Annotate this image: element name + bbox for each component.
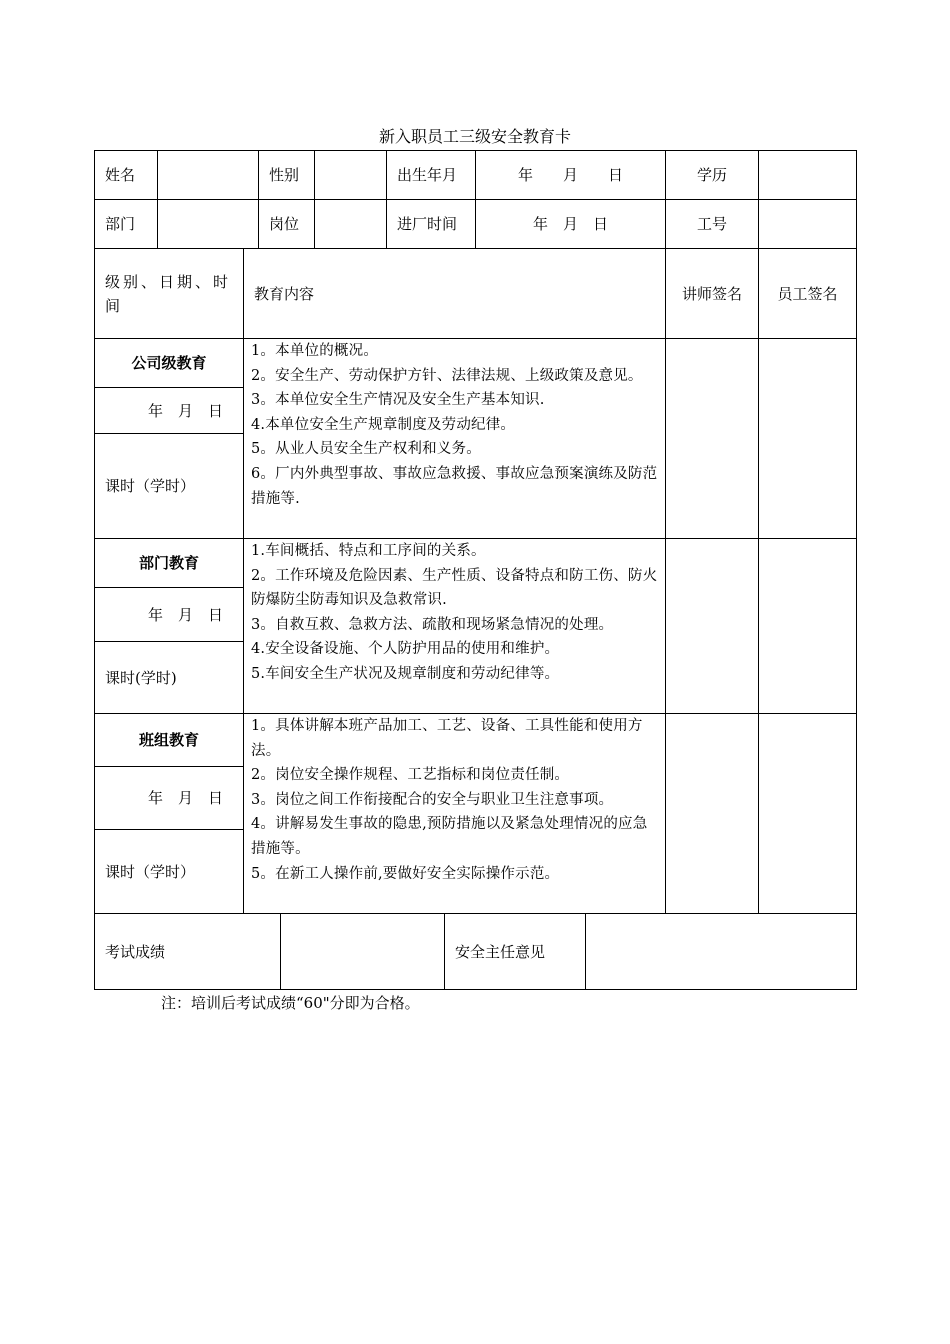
safety-director-opinion-value[interactable]: [585, 913, 857, 990]
section-team-date[interactable]: 年 月 日: [94, 766, 244, 830]
birth-label: 出生年月: [386, 150, 476, 200]
content-item: 1。具体讲解本班产品加工、工艺、设备、工具性能和使用方法。: [251, 718, 643, 759]
content-item: 4.本单位安全生产规章制度及劳动纪律。: [251, 416, 516, 433]
content-header: 教育内容: [243, 248, 666, 339]
section-team-employee-signature[interactable]: [758, 713, 857, 914]
content-item: 5。从业人员安全生产权利和义务。: [251, 441, 481, 458]
section-dept-name: 部门教育: [94, 538, 244, 588]
section-dept-teacher-signature[interactable]: [665, 538, 759, 714]
section-company-name: 公司级教育: [94, 338, 244, 388]
id-value[interactable]: [758, 199, 857, 249]
entry-label: 进厂时间: [386, 199, 476, 249]
name-label: 姓名: [94, 150, 158, 200]
document-title: 新入职员工三级安全教育卡: [378, 127, 571, 146]
section-company-content: [243, 338, 666, 539]
post-value[interactable]: [314, 199, 387, 249]
birth-value[interactable]: 年 月 日: [475, 150, 666, 200]
section-company-hours[interactable]: 课时（学时）: [94, 433, 244, 539]
post-label: 岗位: [258, 199, 315, 249]
safety-director-opinion-label: 安全主任意见: [444, 913, 586, 990]
gender-label: 性别: [258, 150, 315, 200]
section-team-name: 班组教育: [94, 713, 244, 767]
content-item: 1.车间概括、特点和工序间的关系。: [251, 543, 486, 559]
gender-value[interactable]: [314, 150, 387, 200]
section-company-teacher-signature[interactable]: [665, 338, 759, 539]
id-label: 工号: [665, 199, 759, 249]
content-item: 2。工作环境及危险因素、生产性质、设备特点和防工伤、防火防爆防尘防毒知识及急救常识.: [251, 567, 658, 609]
content-item: 4.安全设备设施、个人防护用品的使用和维护。: [251, 641, 560, 658]
dept-value[interactable]: [157, 199, 259, 249]
content-item: 1。本单位的概况。: [251, 343, 379, 359]
content-item: 6。厂内外典型事故、事故应急救援、事故应急预案演练及防范措施等.: [251, 465, 658, 507]
content-item: 3。岗位之间工作衔接配合的安全与职业卫生注意事项。: [251, 791, 614, 808]
section-dept-date[interactable]: 年 月 日: [94, 587, 244, 642]
education-value[interactable]: [758, 150, 857, 200]
footnote: 注：培训后考试成绩“60"分即为合格。: [161, 994, 420, 1012]
section-team-content: [243, 713, 666, 914]
section-team-hours[interactable]: 课时（学时）: [94, 829, 244, 914]
entry-value[interactable]: 年 月 日: [475, 199, 666, 249]
section-team-teacher-signature[interactable]: [665, 713, 759, 914]
level-header: 级别、日期、时间: [94, 248, 244, 339]
section-dept-employee-signature[interactable]: [758, 538, 857, 714]
dept-label: 部门: [94, 199, 158, 249]
content-item: 3。自救互救、急救方法、疏散和现场紧急情况的处理。: [251, 616, 614, 633]
section-dept-content: [243, 538, 666, 714]
exam-score-value[interactable]: [280, 913, 445, 990]
employee-signature-header: 员工签名: [758, 248, 857, 339]
name-value[interactable]: [157, 150, 259, 200]
section-company-date[interactable]: 年 月 日: [94, 387, 244, 434]
content-item: 4。讲解易发生事故的隐患,预防措施以及紧急处理情况的应急措施等。: [251, 816, 648, 857]
content-item: 2。安全生产、劳动保护方针、法律法规、上级政策及意见。: [251, 367, 643, 384]
section-company-employee-signature[interactable]: [758, 338, 857, 539]
content-item: 5.车间安全生产状况及规章制度和劳动纪律等。: [251, 665, 560, 682]
content-item: 3。本单位安全生产情况及安全生产基本知识.: [251, 392, 545, 409]
teacher-signature-header: 讲师签名: [665, 248, 759, 339]
education-label: 学历: [665, 150, 759, 200]
exam-score-label: 考试成绩: [94, 913, 281, 990]
content-item: 2。岗位安全操作规程、工艺指标和岗位责任制。: [251, 767, 570, 784]
section-dept-hours[interactable]: 课时(学时): [94, 641, 244, 714]
content-item: 5。在新工人操作前,要做好安全实际操作示范。: [251, 865, 560, 882]
